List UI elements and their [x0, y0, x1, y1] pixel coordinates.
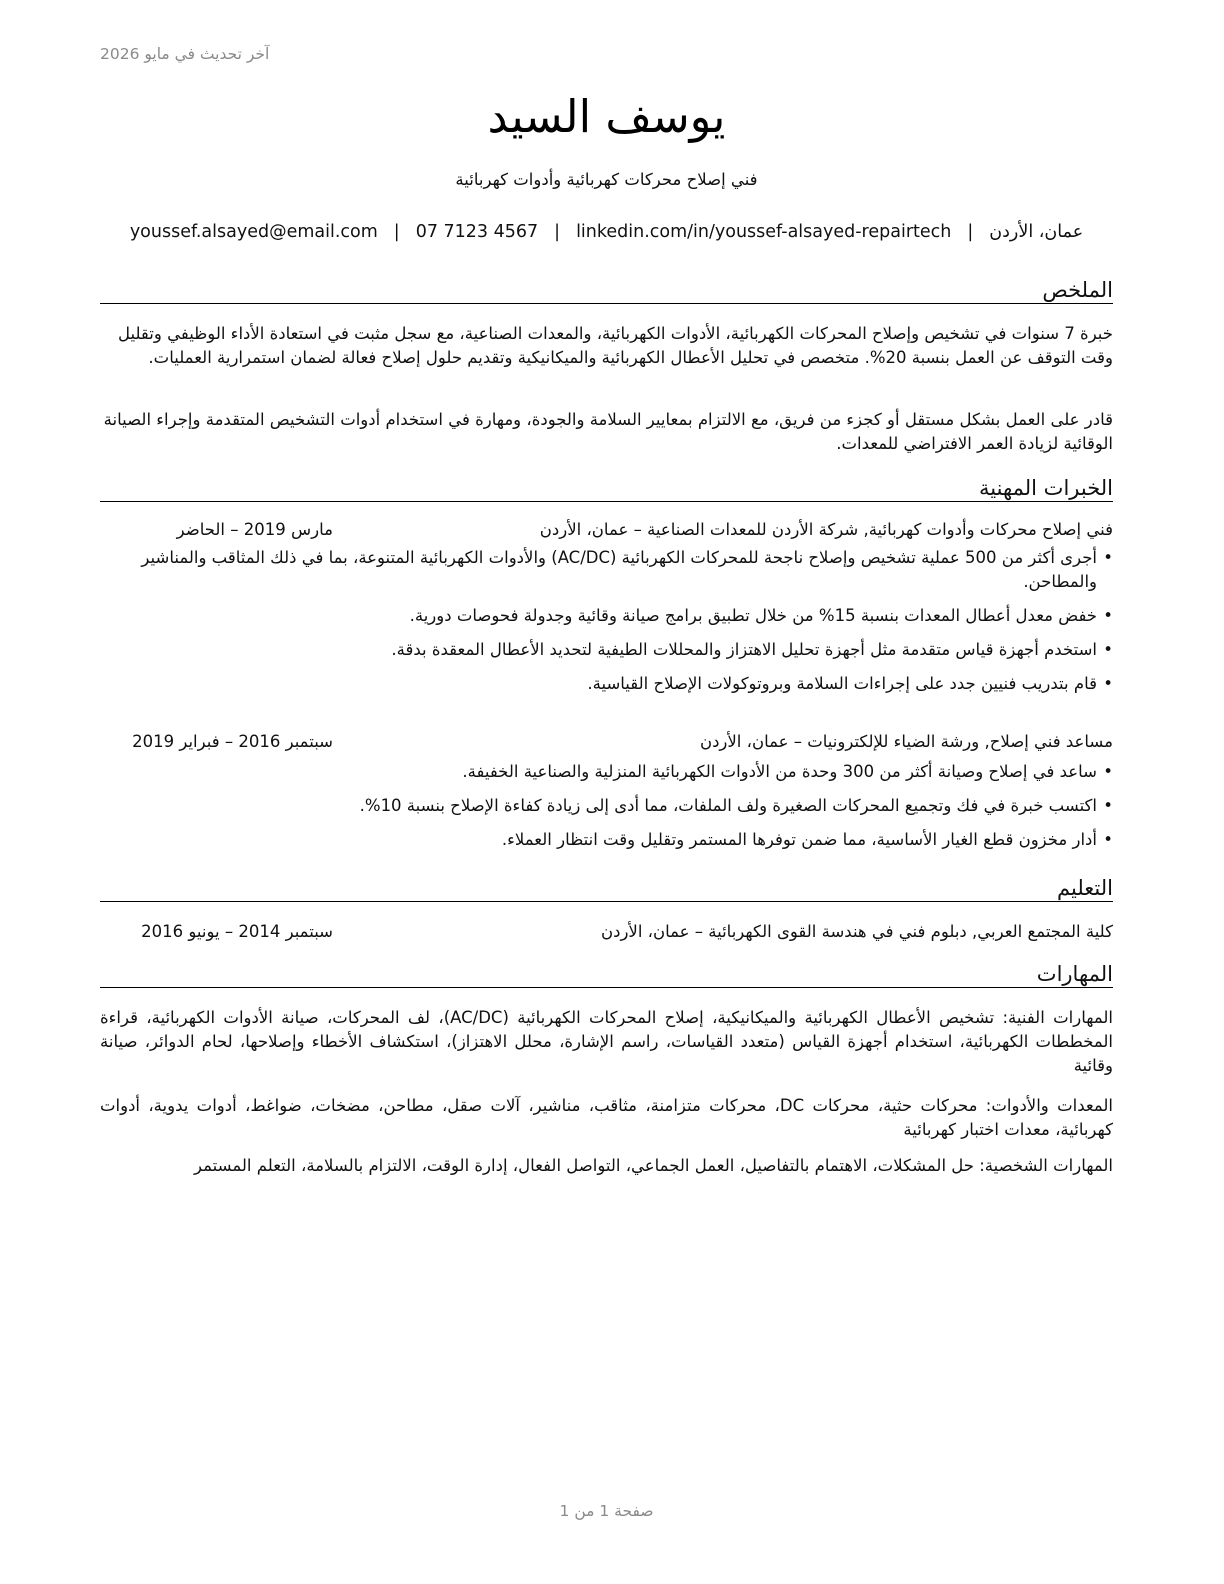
contact-line: [100, 222, 1113, 242]
job-dates: سبتمبر 2016 – فبراير 2019: [132, 732, 333, 751]
contact-separator: |: [967, 222, 974, 242]
contact-phone[interactable]: 07 7123 4567: [415, 222, 539, 242]
skills-soft: المهارات الشخصية: حل المشكلات، الاهتمام بالتفاصيل، العمل الجماعي، التواصل الفعال، إدارة الوقت، الالتزام بالسلامة، التعلم المستمر: [194, 1156, 1113, 1175]
job-header: [100, 730, 1113, 754]
candidate-name: يوسف السيد: [487, 90, 726, 143]
resume-page: [100, 0, 1113, 1584]
last-updated-note: آخر تحديث في مايو 2026: [100, 45, 270, 63]
contact-separator: |: [393, 222, 400, 242]
education-dates: سبتمبر 2014 – يونيو 2016: [141, 922, 333, 941]
skills-technical: المهارات الفنية: تشخيص الأعطال الكهربائية والميكانيكية، إصلاح المحركات الكهربائية (AC/DC)، لف المحركات، صيانة الأدوات الكهربائية، قراءة المخططات الكهربائية، استخدام أجهزة القياس (متعدد القياسات، راسم الإشارة، محلل الاهتزاز)، استكشاف الأخطاء وإصلاحها، لحام الدوائر، صيانة وقائية: [100, 1008, 1113, 1075]
contact-separator: |: [554, 222, 561, 242]
skills-equipment: المعدات والأدوات: محركات حثية، محركات DC، محركات متزامنة، مثاقب، مناشير، آلات صقل، مطاحن، مضخات، ضواغط، أدوات يدوية، أدوات كهربائية، معدات اختبار كهربائية: [100, 1096, 1113, 1139]
experience-heading: الخبرات المهنية: [100, 478, 1113, 502]
education-entry: [100, 920, 1113, 944]
page-number: صفحة 1 من 1: [559, 1502, 654, 1520]
list-item: • قام بتدريب فنيين جدد على إجراءات السلامة وبروتوكولات الإصلاح القياسية.: [587, 674, 1113, 693]
job-dates: مارس 2019 – الحاضر: [176, 520, 333, 539]
job-bullets: [100, 760, 1113, 862]
summary-heading: الملخص: [100, 280, 1113, 304]
contact-location: عمان، الأردن: [989, 222, 1084, 242]
list-item: • اكتسب خبرة في فك وتجميع المحركات الصغيرة ولف الملفات، مما أدى إلى زيادة كفاءة الإصلاح بنسبة 10%.: [359, 796, 1113, 815]
list-item: • أدار مخزون قطع الغيار الأساسية، مما ضمن توفرها المستمر وتقليل وقت انتظار العملاء.: [501, 830, 1113, 849]
job-title: فني إصلاح محركات كهربائية وأدوات كهربائية: [455, 170, 758, 189]
education-heading: التعليم: [100, 878, 1113, 902]
summary-paragraph: قادر على العمل بشكل مستقل أو كجزء من فريق، مع الالتزام بمعايير السلامة والجودة، ومهارة في استخدام أدوات التشخيص المتقدمة وإجراء الصيانة الوقائية لزيادة العمر الافتراضي للمعدات.: [103, 410, 1113, 453]
education-institution: كلية المجتمع العربي, دبلوم فني في هندسة القوى الكهربائية – عمان، الأردن: [600, 922, 1113, 941]
summary-paragraph: خبرة 7 سنوات في تشخيص وإصلاح المحركات الكهربائية، الأدوات الكهربائية، والمعدات الصناعية، مع سجل مثبت في استعادة الأداء الوظيفي وتقليل وقت التوقف عن العمل بنسبة 20%. متخصص في تحليل الأعطال الكهربائية والميكانيكية وتقديم حلول إصلاح فعالة لضمان استمرارية العمليات.: [118, 324, 1113, 367]
job-title-company: فني إصلاح محركات وأدوات كهربائية, شركة الأردن للمعدات الصناعية – عمان، الأردن: [539, 520, 1113, 539]
job-title-company: مساعد فني إصلاح, ورشة الضياء للإلكترونيات – عمان، الأردن: [699, 732, 1113, 751]
list-item: • أجرى أكثر من 500 عملية تشخيص وإصلاح ناجحة للمحركات الكهربائية (AC/DC) والأدوات الكهربائية المتنوعة، بما في ذلك المثاقب والمناشير والمطاحن.: [141, 548, 1113, 591]
job-header: [100, 518, 1113, 542]
contact-linkedin[interactable]: linkedin.com/in/youssef-alsayed-repairtech: [576, 222, 952, 242]
list-item: • استخدم أجهزة قياس متقدمة مثل أجهزة تحليل الاهتزاز والمحللات الطيفية لتحديد الأعطال المعقدة بدقة.: [391, 640, 1113, 659]
skills-heading: المهارات: [100, 964, 1113, 988]
list-item: • ساعد في إصلاح وصيانة أكثر من 300 وحدة من الأدوات الكهربائية المنزلية والصناعية الخفيفة.: [462, 762, 1113, 781]
list-item: • خفض معدل أعطال المعدات بنسبة 15% من خلال تطبيق برامج صيانة وقائية وجدولة فحوصات دورية.: [409, 606, 1113, 625]
contact-email[interactable]: youssef.alsayed@email.com: [129, 222, 378, 242]
job-bullets: [100, 546, 1113, 706]
